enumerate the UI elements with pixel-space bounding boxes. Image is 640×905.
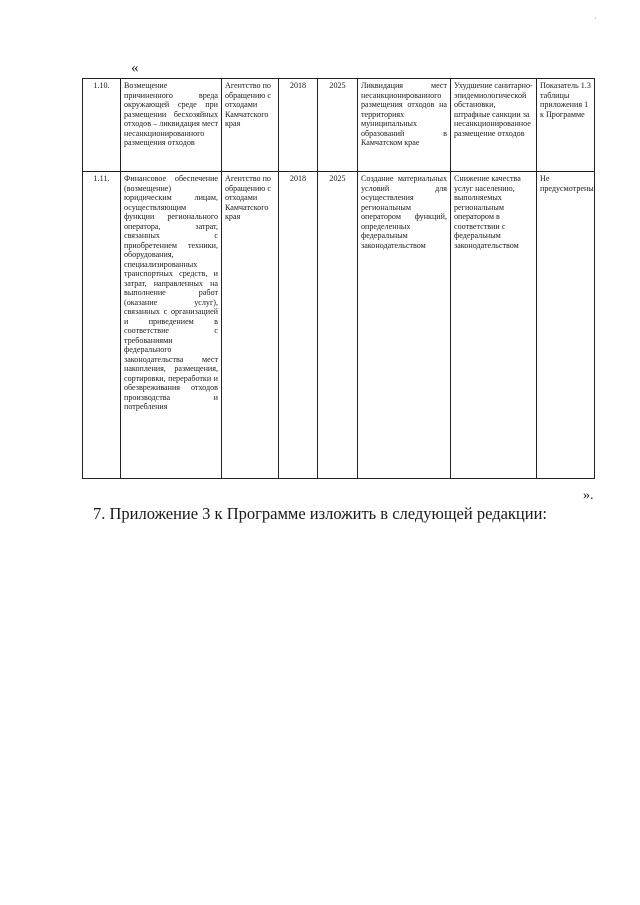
- executor-cell: Агентство по обращению с отходами Камчатского края: [222, 79, 279, 172]
- row-number: 1.10.: [83, 79, 121, 172]
- start-year-cell: 2018: [279, 172, 318, 479]
- measure-cell: Финансовое обеспечение (возмещение) юридическим лицам, осуществляющим функции регионального оператора, затрат, связанных с приобретением техники, оборудования, специализированных транспортных средств, и затрат, направленных на выполнение работ (оказание услуг), связанных с организацией и приведением в соответствие с требованиями федерального законодательства мест накопления, размещения, сортировки, переработки и обезвреживания отходов производства и потребления: [121, 172, 222, 479]
- table-row: [83, 79, 595, 172]
- consequence-cell: Ухудшение санитарно-эпидемиологической обстановки, штрафные санкции за несанкционированное размещение отходов: [451, 79, 537, 172]
- indicator-cell: Не предусмотрены: [537, 172, 595, 479]
- amendment-heading: 7. Приложение 3 к Программе изложить в следующей редакции:: [93, 504, 547, 523]
- corner-mark: ·: [594, 14, 597, 23]
- indicator-cell: Показатель 1.3 таблицы приложения 1 к Программе: [537, 79, 595, 172]
- table-row: [83, 172, 595, 479]
- executor-cell: Агентство по обращению с отходами Камчатского края: [222, 172, 279, 479]
- opening-quote: «: [131, 60, 139, 76]
- end-year-cell: 2025: [318, 172, 358, 479]
- consequence-cell: Снижение качества услуг населению, выполняемых региональным оператором в соответствии с федеральным законодательством: [451, 172, 537, 479]
- result-cell: Ликвидация мест несанкционированного размещения отходов на территориях муниципальных образований в Камчатском крае: [358, 79, 451, 172]
- start-year-cell: 2018: [279, 79, 318, 172]
- closing-quote: ».: [583, 488, 594, 503]
- measures-table: [82, 78, 595, 479]
- result-cell: Создание материальных условий для осуществления региональным оператором функций, определенных федеральным законодательством: [358, 172, 451, 479]
- end-year-cell: 2025: [318, 79, 358, 172]
- row-number: 1.11.: [83, 172, 121, 479]
- measure-cell: Возмещение причиненного вреда окружающей среде при размещении бесхозяйных отходов – ликвидация мест несанкционированного размещения отходов: [121, 79, 222, 172]
